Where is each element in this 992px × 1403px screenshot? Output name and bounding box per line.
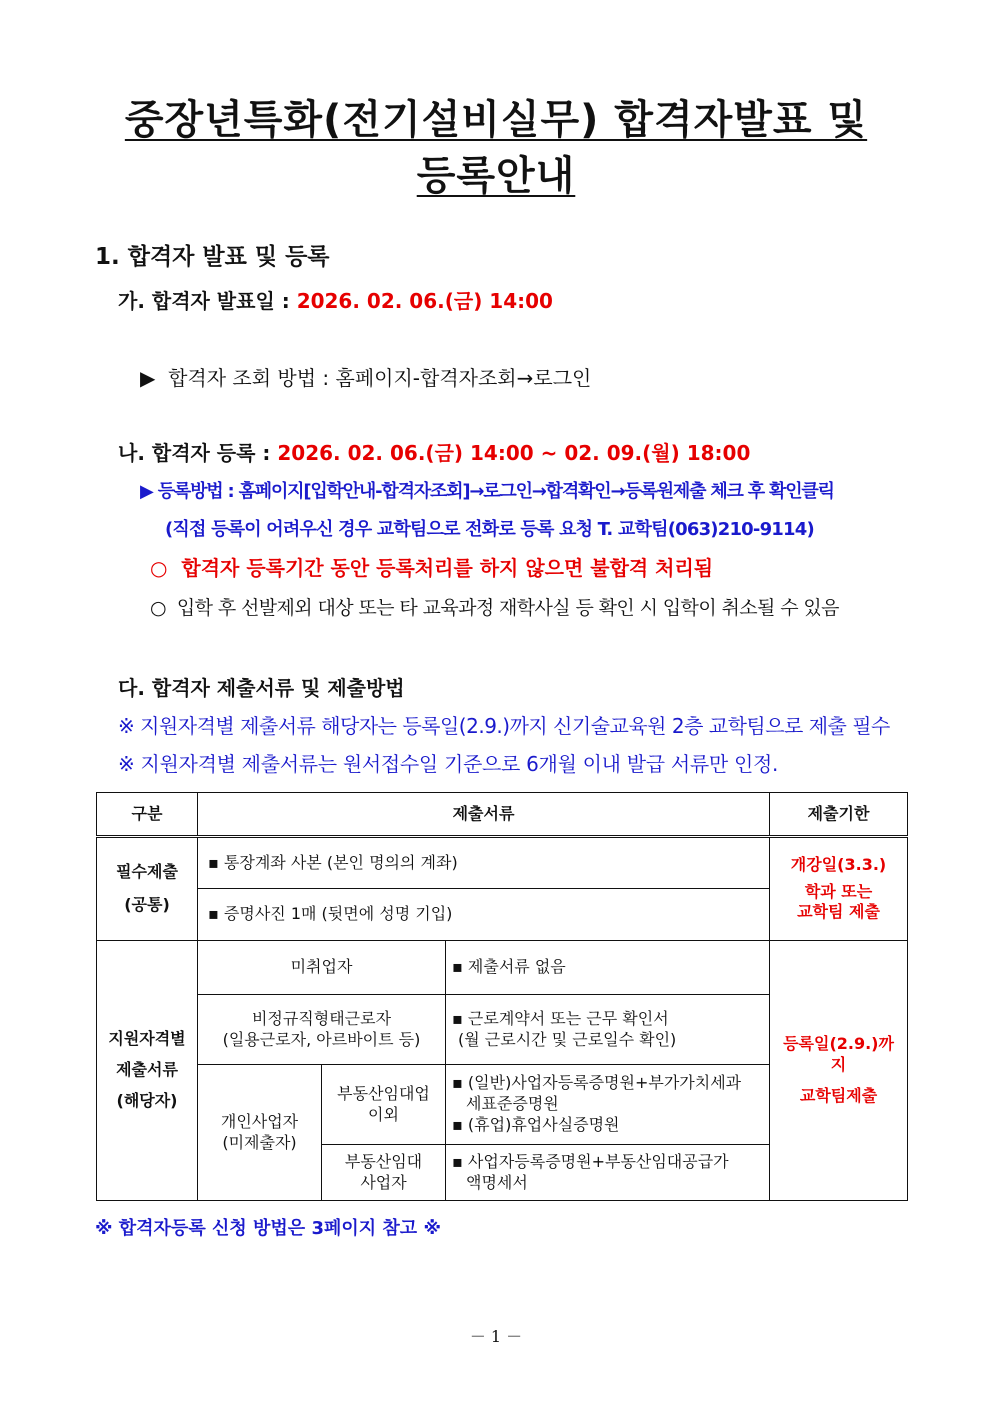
registration-note: (직접 등록이 어려우신 경우 교학팀으로 전화로 등록 요청 T. 교학팀(063)210-9114) — [165, 519, 814, 540]
registration-date-label: 나. 합격자 등록 : — [118, 441, 278, 465]
page-title-line2: 등록안내 — [416, 153, 576, 199]
header-documents: 제출서류 — [198, 793, 770, 837]
table-row — [97, 941, 908, 995]
circle-bullet-icon: ○ — [150, 556, 168, 580]
irregular-worker-type: 비정규직형태근로자 (일용근로자, 아르바이트 등) — [198, 995, 446, 1065]
qualification-category: 지원자격별 제출서류 (해당자) — [97, 941, 198, 1201]
documents-note-2: ※ 지원자격별 제출서류는 원서접수일 기준으로 6개월 이내 발급 서류만 인정. — [118, 752, 779, 776]
non-rental-business-type: 부동산임대업 이외 — [322, 1065, 446, 1145]
required-item-bank: ▪ 통장계좌 사본 (본인 명의의 계좌) — [198, 837, 770, 889]
documents-heading: 다. 합격자 제출서류 및 제출방법 — [118, 676, 405, 700]
qualification-deadline: 등록일(2.9.)까지 교학팀제출 — [770, 941, 908, 1201]
section-heading: 1. 합격자 발표 및 등록 — [95, 244, 330, 270]
warning-unregistered — [150, 552, 713, 581]
irregular-worker-docs: ▪ 근로계약서 또는 근무 확인서 (월 근로시간 및 근로일수 확인) — [446, 995, 770, 1065]
lookup-method-row — [140, 362, 591, 391]
page-number: － 1 － — [469, 1327, 523, 1346]
warning-unregistered-text: 합격자 등록기간 동안 등록처리를 하지 않으면 불합격 처리됨 — [181, 556, 714, 580]
page-title-line1: 중장년특화(전기설비실무) 합격자발표 및 — [124, 97, 868, 143]
warning-cancellation-text: 입학 후 선발제외 대상 또는 타 교육과정 재학사실 등 확인 시 입학이 취소될 수 있음 — [176, 597, 839, 619]
announce-date-value: 2026. 02. 06.(금) 14:00 — [296, 289, 553, 313]
reference-note: ※ 합격자등록 신청 방법은 3페이지 참고 ※ — [95, 1218, 441, 1239]
documents-note-1: ※ 지원자격별 제출서류 해당자는 등록일(2.9.)까지 신기술교육원 2층 교학팀으로 제출 필수 — [118, 714, 890, 738]
registration-date-row — [118, 437, 750, 466]
header-deadline: 제출기한 — [770, 793, 908, 837]
circle-bullet-icon: ○ — [150, 597, 166, 619]
announce-date-label: 가. 합격자 발표일 : — [118, 289, 297, 313]
warning-cancellation — [150, 593, 839, 620]
self-employed-type: 개인사업자 (미제출자) — [198, 1065, 322, 1201]
rental-business-type: 부동산임대 사업자 — [322, 1145, 446, 1201]
required-item-photo: ▪ 증명사진 1매 (뒷면에 성명 기입) — [198, 889, 770, 941]
table-header-row — [97, 793, 908, 837]
required-deadline: 개강일(3.3.) 학과 또는 교학팀 제출 — [770, 837, 908, 941]
announce-date-row — [118, 285, 553, 314]
unemployed-docs: ▪ 제출서류 없음 — [446, 941, 770, 995]
rental-business-docs: ▪ 사업자등록증명원+부동산임대공급가 액명세서 — [446, 1145, 770, 1201]
triangle-bullet-icon: ▶ — [140, 366, 156, 390]
unemployed-type: 미취업자 — [198, 941, 446, 995]
registration-method: ▶ 등록방법 : 홈페이지[입학안내-합격자조회]→로그인→합격확인→등록원제출 체크 후 확인클릭 — [140, 481, 834, 502]
table-row — [97, 837, 908, 889]
documents-table — [96, 792, 908, 1201]
non-rental-business-docs: ▪ (일반)사업자등록증명원+부가가치세과 세표준증명원 ▪ (휴업)휴업사실증명원 — [446, 1065, 770, 1145]
registration-date-value: 2026. 02. 06.(금) 14:00 ~ 02. 09.(월) 18:00 — [277, 441, 751, 465]
lookup-method-text: 합격자 조회 방법 : 홈페이지-합격자조회→로그인 — [168, 366, 592, 390]
required-category: 필수제출 (공통) — [97, 837, 198, 941]
header-category: 구분 — [97, 793, 198, 837]
